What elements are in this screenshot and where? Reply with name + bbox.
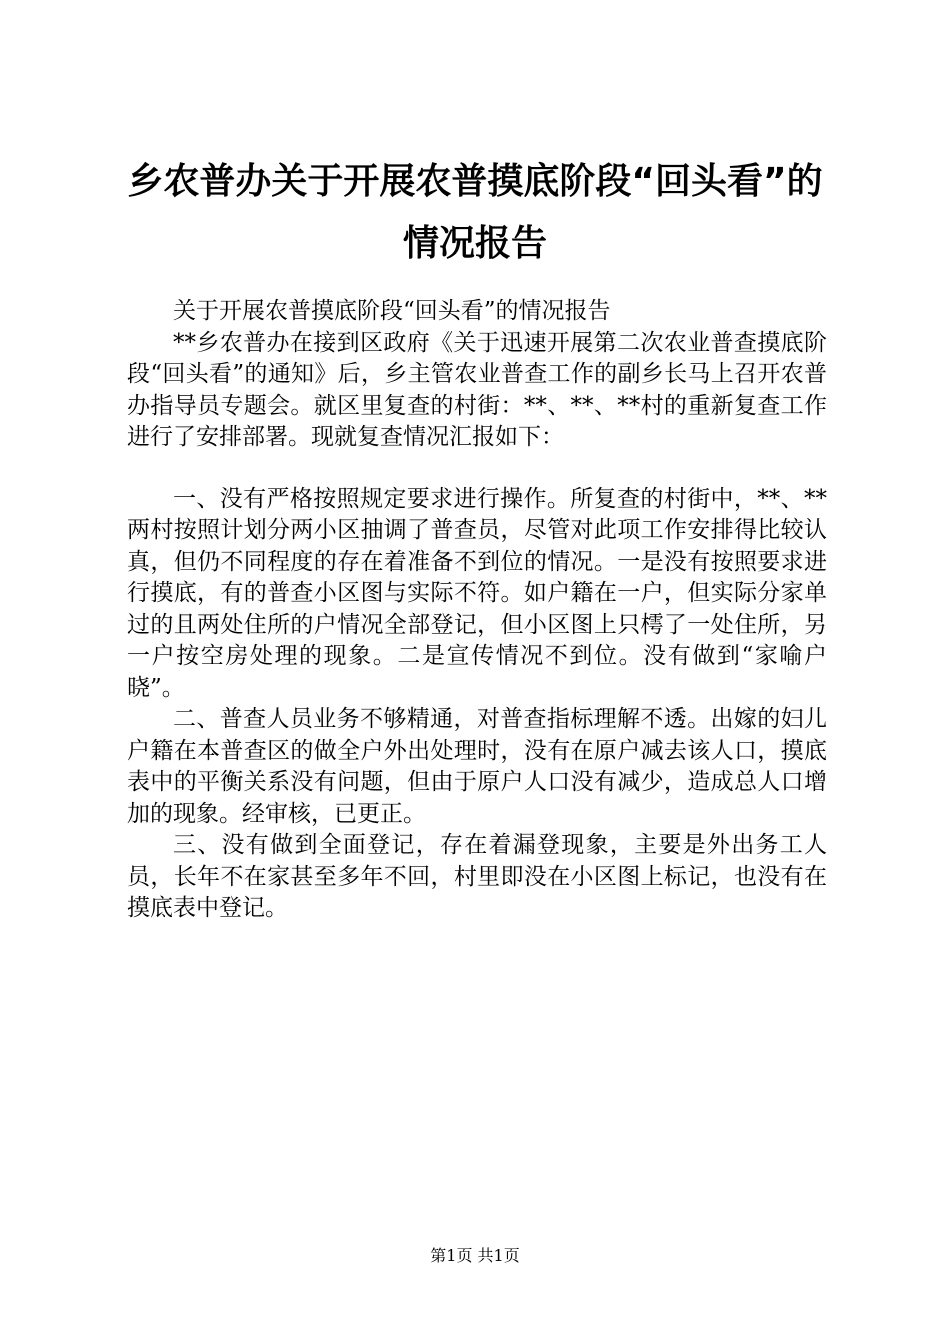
paragraph-subtitle: 关于开展农普摸底阶段“回头看”的情况报告 bbox=[173, 298, 611, 324]
paragraph-intro: **乡农普办在接到区政府《关于迅速开展第二次农业普查摸底阶段“回头看”的通知》后，乡主管农业普查工作的副乡长马上召开农普办指导员专题会。就区里复查的村街：**、**、**村的重新复查工作进行了安排部署。现就复查情况汇报如下： bbox=[127, 329, 827, 450]
page-footer: 第1页 共1页 bbox=[430, 1246, 520, 1265]
paragraph-issue-3: 三、没有做到全面登记，存在着漏登现象，主要是外出务工人员，长年不在家甚至多年不回，村里即没在小区图上标记，也没有在摸底表中登记。 bbox=[127, 832, 827, 921]
document-title-line-1: 乡农普办关于开展农普摸底阶段“回头看”的 bbox=[127, 161, 823, 202]
paragraph-issue-2: 二、普查人员业务不够精通，对普查指标理解不透。出嫁的妇儿户籍在本普查区的做全户外出处理时，没有在原户减去该人口，摸底表中的平衡关系没有问题，但由于原户人口没有减少，造成总人口增加的现象。经审核，已更正。 bbox=[127, 706, 827, 827]
document-title-line-2: 情况报告 bbox=[402, 223, 547, 264]
paragraph-issue-1: 一、没有严格按照规定要求进行操作。所复查的村街中，**、**两村按照计划分两小区抽调了普查员，尽管对此项工作安排得比较认真，但仍不同程度的存在着准备不到位的情况。一是没有按照要求进行摸底，有的普查小区图与实际不符。如户籍在一户，但实际分家单过的且两处住所的户情况全部登记，但小区图上只樗了一处住所，另一户按空房处理的现象。二是宣传情况不到位。没有做到“家喻户晓”。 bbox=[127, 485, 827, 701]
document-body bbox=[127, 296, 827, 925]
